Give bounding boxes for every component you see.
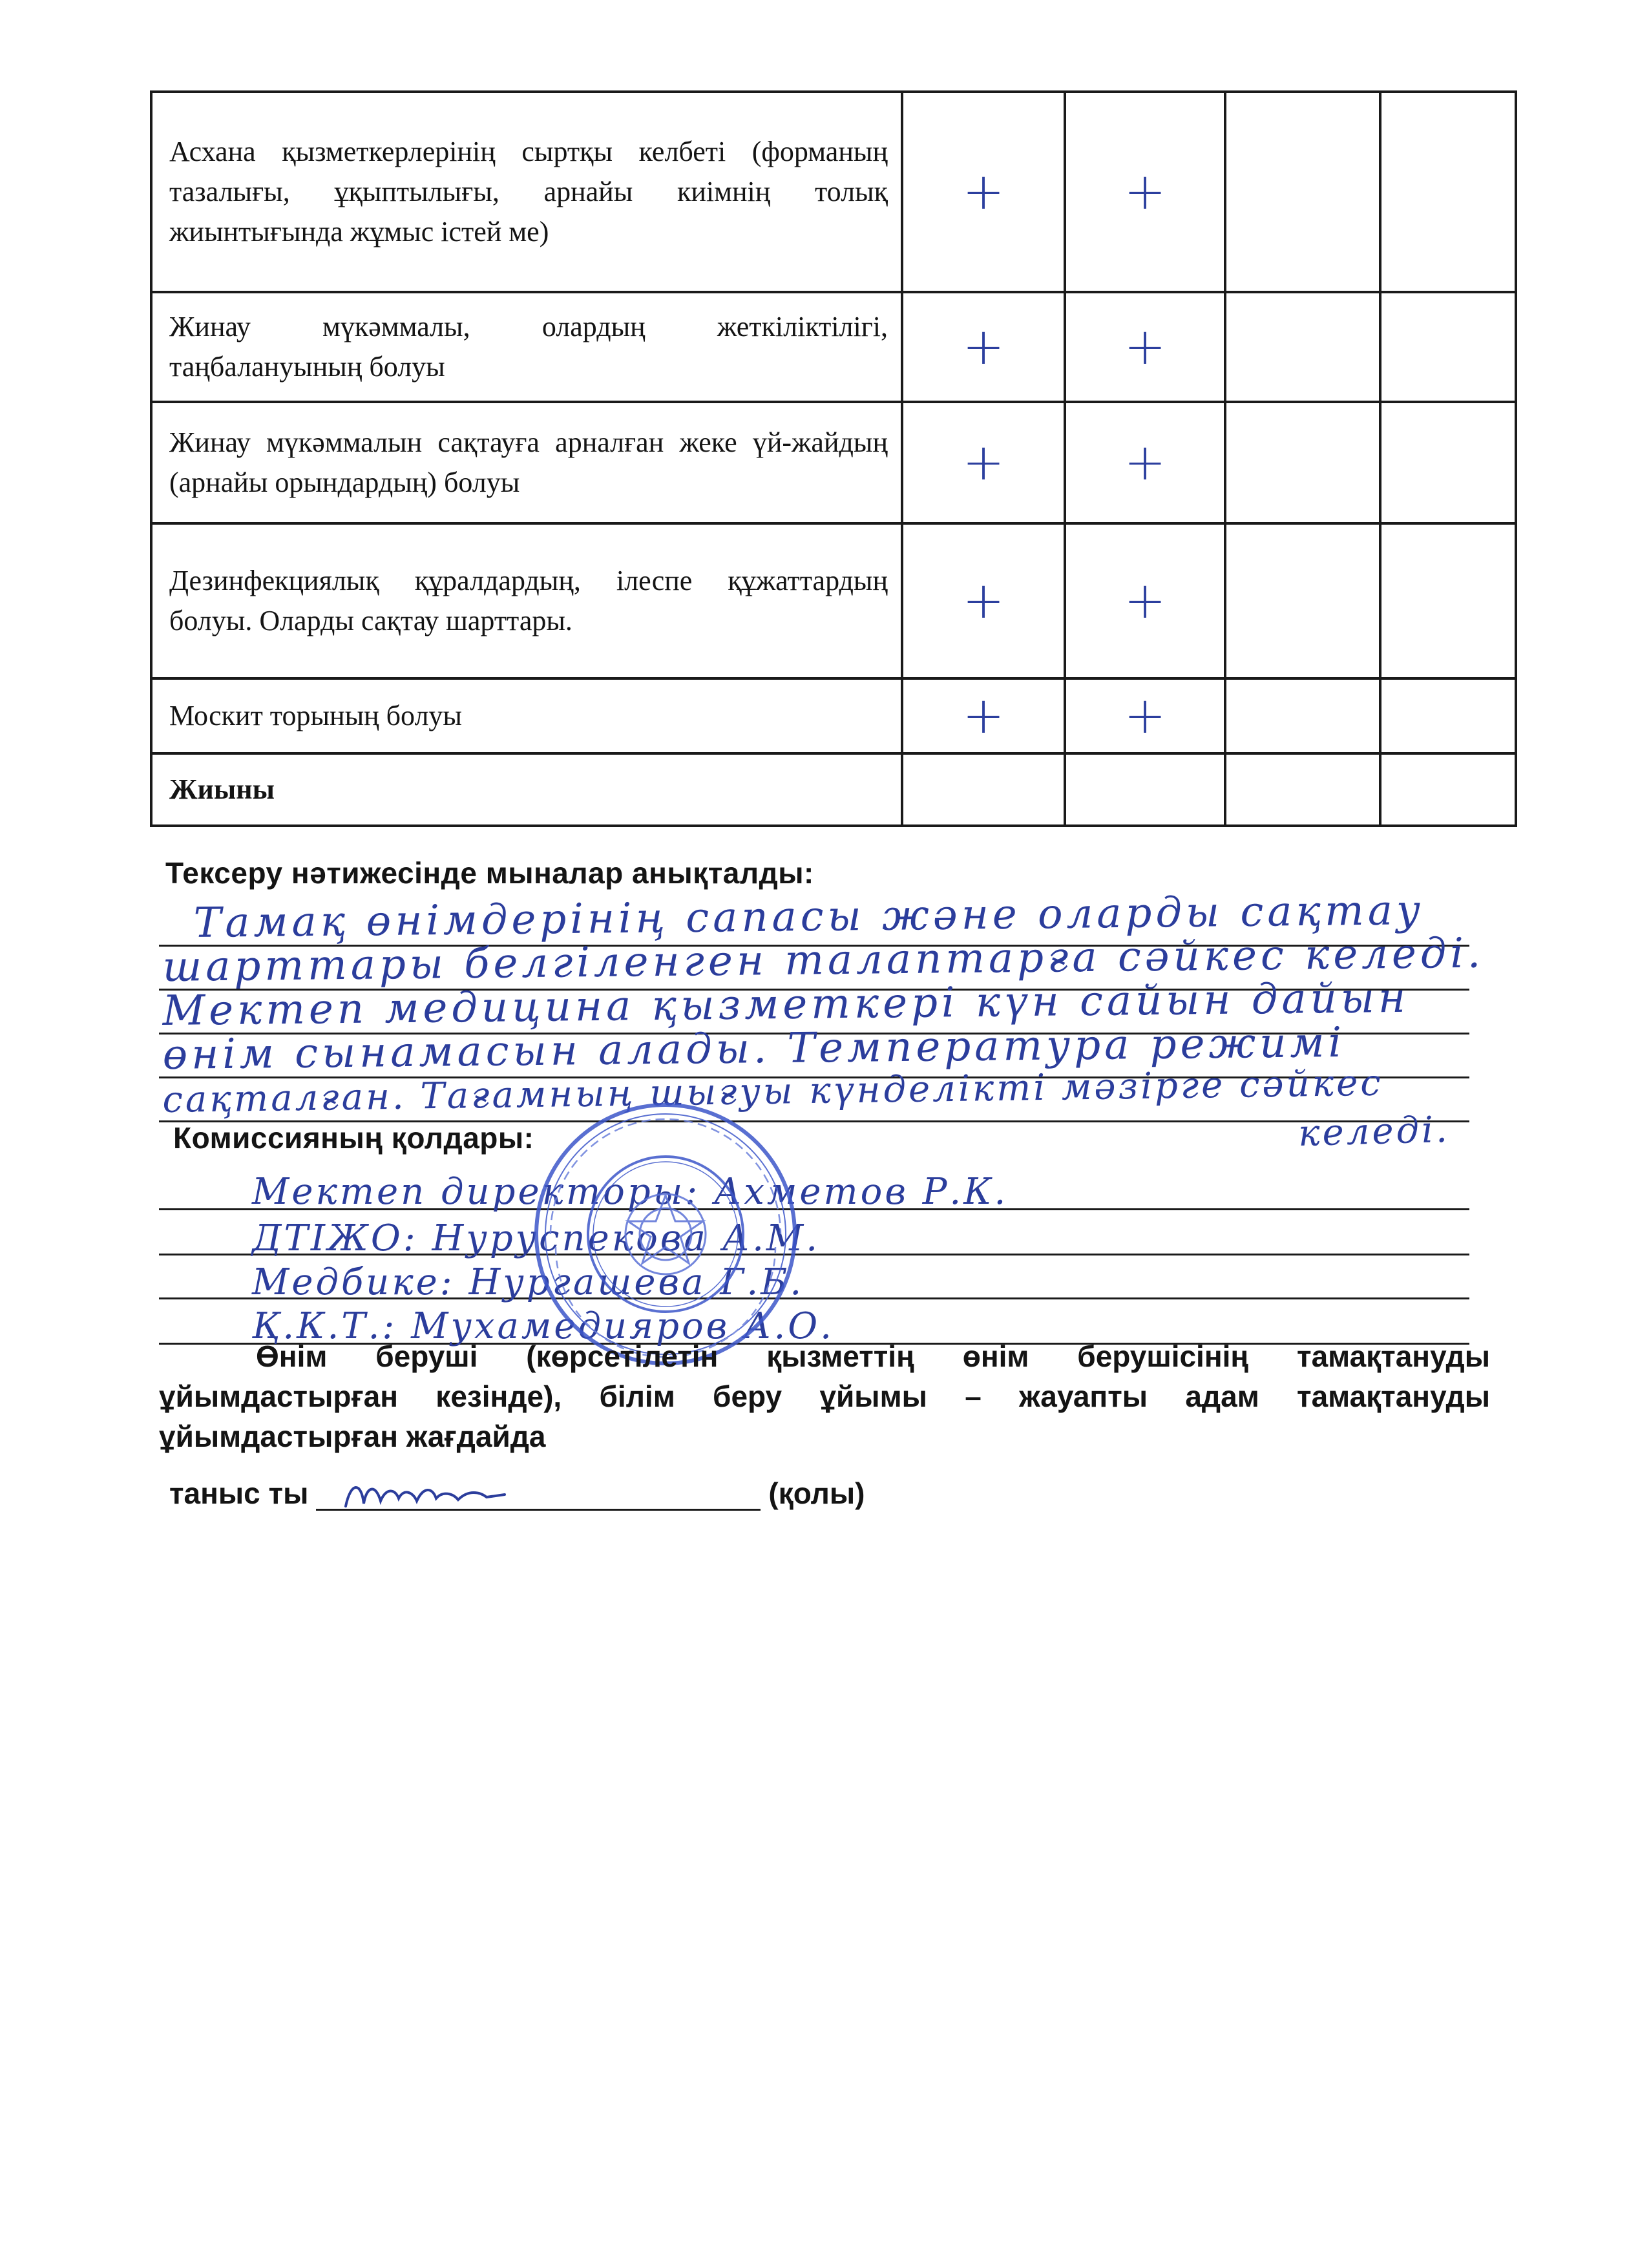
checklist-table bbox=[150, 90, 1517, 827]
mark-cell: + bbox=[1065, 678, 1225, 753]
mark-cell bbox=[1380, 292, 1516, 402]
total-cell bbox=[1380, 753, 1516, 826]
mark-cell: + bbox=[902, 678, 1065, 753]
mark-cell: + bbox=[902, 92, 1065, 292]
mark-cell bbox=[1225, 292, 1380, 402]
criterion-cell: Асхана қызметкерлерінің сыртқы келбеті (форманың тазалығы, ұқыптылығы, арнайы киімнің толық жиынтығында жұмыс істей ме) bbox=[151, 92, 902, 292]
handwritten-signature-icon bbox=[342, 1475, 510, 1514]
mark-cell bbox=[1380, 523, 1516, 678]
mark-cell: + bbox=[1065, 523, 1225, 678]
criterion-cell: Жинау мүкәммалын сақтауға арналған жеке үй-жайдың (арнайы орындардың) болуы bbox=[151, 402, 902, 523]
mark-cell bbox=[1225, 678, 1380, 753]
commission-member: Медбике: Нургашева Г.Б. bbox=[252, 1261, 804, 1303]
table-row bbox=[151, 523, 1516, 678]
criterion-cell: Жинау мүкәммалы, олардың жеткіліктілігі, таңбалануының болуы bbox=[151, 292, 902, 402]
criterion-cell: Дезинфекциялық құралдардың, ілеспе құжаттардың болуы. Оларды сақтау шарттары. bbox=[151, 523, 902, 678]
mark-cell bbox=[1225, 402, 1380, 523]
mark-cell: + bbox=[1065, 292, 1225, 402]
table-row-total bbox=[151, 753, 1516, 826]
table-row bbox=[151, 92, 1516, 292]
commission-member: Қ.К.Т.: Мухамедияров А.О. bbox=[252, 1305, 834, 1347]
mark-cell: + bbox=[1065, 402, 1225, 523]
findings-handwriting-line: өнім сынамасын алады. Температура режимі bbox=[162, 1018, 1346, 1079]
total-cell bbox=[902, 753, 1065, 826]
mark-cell: + bbox=[902, 292, 1065, 402]
acquainted-row bbox=[169, 1476, 865, 1511]
mark-cell: + bbox=[1065, 92, 1225, 292]
commission-member: ДТІЖО: Нуруспекова А.М. bbox=[252, 1217, 821, 1259]
findings-handwriting-line: келеді. bbox=[1297, 1108, 1451, 1155]
table-row bbox=[151, 678, 1516, 753]
provider-statement: Өнім беруші (көрсетілетін қызметтің өнім берушісінің тамақтануды ұйымдастырған кезінде), білім беру ұйымы – жауапты адам тамақтануды ұйымдастырған жағдайда bbox=[159, 1339, 1490, 1453]
mark-cell: + bbox=[902, 402, 1065, 523]
mark-cell bbox=[1380, 92, 1516, 292]
total-label: Жиыны bbox=[151, 753, 902, 826]
total-cell bbox=[1225, 753, 1380, 826]
findings-handwriting-line: шарттары белгіленген талаптарға сәйкес келеді. bbox=[162, 929, 1485, 991]
criterion-cell: Москит торының болуы bbox=[151, 678, 902, 753]
official-stamp-icon bbox=[530, 1098, 801, 1370]
table-row bbox=[151, 402, 1516, 523]
findings-handwriting-line: Мектеп медицина қызметкері күн сайын дайын bbox=[162, 974, 1410, 1035]
commission-member: Мектеп директоры: Ахметов Р.К. bbox=[252, 1171, 1009, 1213]
mark-cell bbox=[1225, 92, 1380, 292]
table-row bbox=[151, 292, 1516, 402]
mark-cell bbox=[1225, 523, 1380, 678]
findings-handwriting-line: сақталған. Тағамның шығуы күнделікті мәзірге сәйкес bbox=[162, 1062, 1384, 1121]
mark-cell bbox=[1380, 678, 1516, 753]
signature-field bbox=[316, 1483, 761, 1511]
findings-heading: Тексеру нәтижесінде мыналар анықталды: bbox=[165, 856, 814, 890]
findings-handwriting-line: Тамақ өнімдерінің сапасы және оларды сақтау bbox=[193, 887, 1425, 947]
mark-cell: + bbox=[902, 523, 1065, 678]
commission-heading: Комиссияның қолдары: bbox=[173, 1121, 534, 1155]
mark-cell bbox=[1380, 402, 1516, 523]
signature-note: (қолы) bbox=[768, 1476, 865, 1510]
total-cell bbox=[1065, 753, 1225, 826]
acquainted-label: таныс ты bbox=[169, 1476, 309, 1510]
